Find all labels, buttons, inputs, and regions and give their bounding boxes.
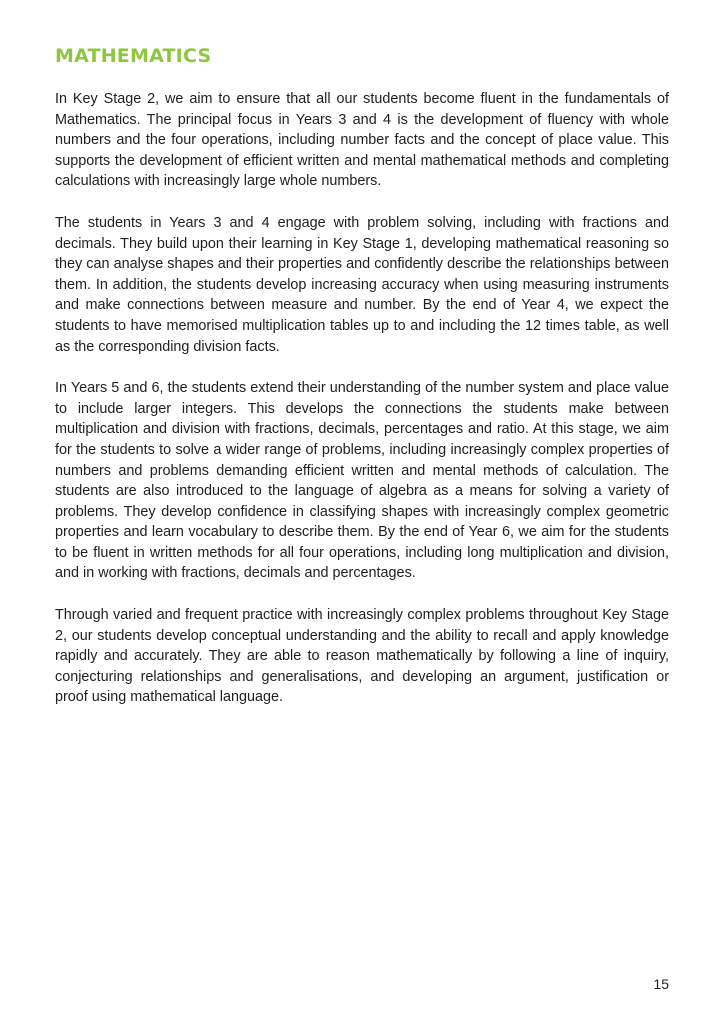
body-text [55,89,669,729]
paragraph-practice-and-reasoning: Through varied and frequent practice with increasingly complex problems throughout Key Stage 2, our students develop conceptual understanding and the ability to recall and apply knowledge rapidly and accurately. They are able to reason mathematically by following a line of inquiry, conjecturing relationships and generalisations, and developing an argument, justification or proof using mathematical language. [55,607,669,706]
paragraph-years-3-and-4: The students in Years 3 and 4 engage with problem solving, including with fractions and decimals. They build upon their learning in Key Stage 1, developing mathematical reasoning so they can analyse shapes and their properties and confidently describe the relationships between them. In addition, the students develop increasing accuracy when using measuring instruments and make connections between measure and number. By the end of Year 4, we expect the students to have memorised multiplication tables up to and including the 12 times table, as well as the corresponding division facts. [55,214,669,355]
paragraph-years-5-and-6: In Years 5 and 6, the students extend their understanding of the number system and place value to include larger integers. This develops the connections the students make between multiplication and division with fractions, decimals, percentages and ratio. At this stage, we aim for the students to solve a wider range of problems, including increasingly complex properties of numbers and problems demanding efficient written and mental methods of calculation. The students are also introduced to the language of algebra as a means for solving a variety of problems. They develop confidence in classifying shapes with increasingly complex geometric properties and learn vocabulary to describe them. By the end of Year 6, we aim for the students to be fluent in written methods for all four operations, including long multiplication and division, and in working with fractions, decimals and percentages. [55,380,669,582]
page-number: 15 [653,976,669,992]
paragraph-key-stage-2-overview: In Key Stage 2, we aim to ensure that all our students become fluent in the fundamentals of Mathematics. The principal focus in Years 3 and 4 is the development of fluency with whole numbers and the four operations, including number facts and the concept of place value. This supports the development of efficient written and mental mathematical methods and completing calculations with increasingly large whole numbers. [55,91,669,190]
page-title: MATHEMATICS [55,45,212,67]
